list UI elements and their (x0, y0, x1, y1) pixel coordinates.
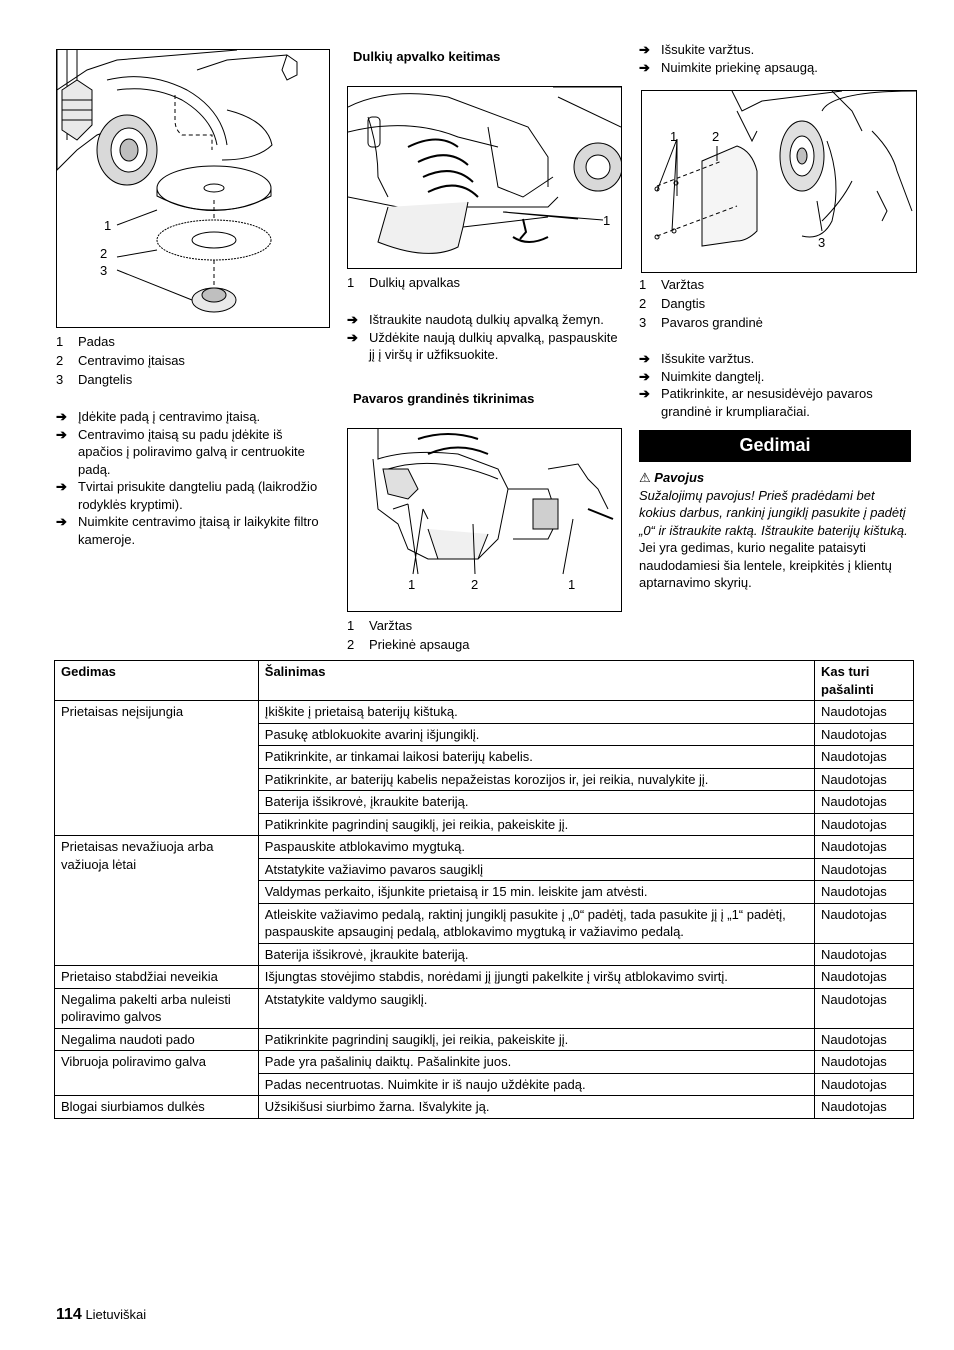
responsible-cell: Naudotojas (815, 723, 914, 746)
arrow-icon: ➔ (56, 479, 67, 494)
column-header: Šalinimas (258, 661, 814, 701)
fig-label: 2 (100, 246, 108, 261)
step-item: ➔ Išsukite varžtus. (639, 351, 755, 366)
remedy-cell: Patikrinkite, ar tinkamai laikosi baterijų kabelis. (258, 746, 814, 769)
responsible-cell: Naudotojas (815, 903, 914, 943)
fig-label: 1 (568, 577, 576, 592)
fig-label: 1 (603, 213, 611, 228)
fig-label: 3 (818, 235, 826, 250)
remedy-cell: Pasukę atblokuokite avarinį išjungiklį. (258, 723, 814, 746)
arrow-icon: ➔ (347, 312, 358, 327)
column-header: Gedimas (55, 661, 259, 701)
remedy-cell: Patikrinkite, ar baterijų kabelis nepažeistas korozijos ir, jei reikia, nuvalykite jį. (258, 768, 814, 791)
remedy-cell: Baterija išsikrovė, įkraukite bateriją. (258, 791, 814, 814)
page-number: 114 (56, 1306, 82, 1323)
remedy-cell: Pade yra pašalinių daiktų. Pašalinkite juos. (258, 1051, 814, 1074)
remedy-cell: Baterija išsikrovė, įkraukite bateriją. (258, 943, 814, 966)
remedy-cell: Įkiškite į prietaisą baterijų kištuką. (258, 701, 814, 724)
legend-item: 2 Centravimo įtaisas (56, 353, 185, 368)
table-row (55, 966, 914, 989)
responsible-cell: Naudotojas (815, 768, 914, 791)
step-item: ➔ Išsukite varžtus. (639, 42, 755, 57)
responsible-cell: Naudotojas (815, 858, 914, 881)
pad-illustration (57, 50, 329, 327)
arrow-icon: ➔ (639, 386, 650, 401)
remedy-cell: Paspauskite atblokavimo mygtuką. (258, 836, 814, 859)
arrow-icon: ➔ (347, 329, 358, 345)
chain-cover-figure (641, 90, 917, 273)
chain-cover-steps (639, 350, 911, 420)
legend-item: 1 Padas (56, 334, 115, 349)
column-header: Kas turi pašalinti (815, 661, 914, 701)
responsible-cell: Naudotojas (815, 701, 914, 724)
table-row (55, 988, 914, 1028)
fault-table (54, 660, 914, 1119)
legend-item: 2 Dangtis (639, 296, 706, 311)
step-item: ➔ Įdėkite padą į centravimo įtaisą. (56, 409, 261, 424)
arrow-icon: ➔ (639, 351, 650, 366)
arrow-icon: ➔ (56, 409, 67, 424)
drive-chain-figure (347, 428, 622, 612)
table-row (55, 1096, 914, 1119)
front-guard-steps (639, 41, 911, 76)
fault-cell: Prietaisas nevažiuoja arba važiuoja lėtai (55, 836, 259, 966)
fault-cell: Vibruoja poliravimo galva (55, 1051, 259, 1096)
arrow-icon: ➔ (639, 368, 650, 384)
danger-title: ⚠ Pavojus (639, 470, 705, 485)
dust-bag-legend (347, 273, 619, 292)
legend-item: 3 Pavaros grandinė (639, 315, 763, 330)
arrow-icon: ➔ (639, 59, 650, 75)
remedy-cell: Valdymas perkaito, išjunkite prietaisą ir 15 min. leiskite jam atvėsti. (258, 881, 814, 904)
table-row (55, 836, 914, 859)
section-banner-faults: Gedimai (639, 430, 911, 462)
fig-label: 1 (104, 218, 112, 233)
step-item: ➔ Centravimo įtaisą su padu įdėkite iš apačios į poliravimo galvą ir centruokite padą. (56, 426, 305, 477)
step-item: ➔ Nuimkite priekinę apsaugą. (639, 59, 818, 75)
fig-label: 1 (408, 577, 416, 592)
step-item: ➔ Tvirtai prisukite dangteliu padą (laikrodžio rodyklės kryptimi). (56, 479, 318, 512)
table-header-row (55, 661, 914, 701)
chain-cover-illustration (642, 91, 916, 272)
section-heading-dust-bag: Dulkių apvalko keitimas (353, 49, 501, 64)
step-item: ➔ Patikrinkite, ar nesusidėvėjo pavaros grandinė ir krumpliaračiai. (639, 386, 873, 419)
legend-item: 1 Dulkių apvalkas (347, 275, 461, 290)
legend-item: 3 Dangtelis (56, 372, 133, 387)
dust-bag-steps (347, 311, 622, 364)
arrow-icon: ➔ (639, 42, 650, 57)
section-heading-drive-chain: Pavaros grandinės tikrinimas (353, 391, 535, 406)
danger-notice (639, 469, 911, 592)
responsible-cell: Naudotojas (815, 943, 914, 966)
pad-legend (56, 332, 328, 389)
fault-cell: Prietaiso stabdžiai neveikia (55, 966, 259, 989)
responsible-cell: Naudotojas (815, 836, 914, 859)
legend-item: 1 Varžtas (639, 277, 705, 292)
responsible-cell: Naudotojas (815, 791, 914, 814)
fault-table-body (55, 701, 914, 1119)
remedy-cell: Patikrinkite pagrindinį saugiklį, jei reikia, pakeiskite jį. (258, 813, 814, 836)
step-item: ➔ Uždėkite naują dulkių apvalką, paspauskite jį į viršų ir užfiksuokite. (347, 329, 618, 362)
table-row (55, 701, 914, 724)
responsible-cell: Naudotojas (815, 813, 914, 836)
responsible-cell: Naudotojas (815, 1051, 914, 1074)
arrow-icon: ➔ (56, 514, 67, 529)
footer-language: Lietuviškai (85, 1307, 147, 1322)
fault-cell: Negalima naudoti pado (55, 1028, 259, 1051)
info-text: Jei yra gedimas, kurio negalite pataisyti naudodamiesi šia lentele, kreipkitės į klientų aptarnavimo skyrių. (639, 540, 892, 590)
remedy-cell: Atstatykite valdymo saugiklį. (258, 988, 814, 1028)
remedy-cell: Padas necentruotas. Nuimkite ir iš naujo uždėkite padą. (258, 1073, 814, 1096)
responsible-cell: Naudotojas (815, 988, 914, 1028)
legend-item: 2 Priekinė apsauga (347, 637, 470, 652)
pad-installation-figure (56, 49, 330, 328)
table-row (55, 1028, 914, 1051)
fig-label: 1 (670, 129, 678, 144)
responsible-cell: Naudotojas (815, 1096, 914, 1119)
remedy-cell: Užsikišusi siurbimo žarna. Išvalykite ją. (258, 1096, 814, 1119)
fig-label: 2 (712, 129, 720, 144)
fault-cell: Prietaisas neįsijungia (55, 701, 259, 836)
chain-cover-legend (639, 275, 911, 332)
responsible-cell: Naudotojas (815, 966, 914, 989)
step-item: ➔ Ištraukite naudotą dulkių apvalką žemyn. (347, 312, 604, 327)
remedy-cell: Atstatykite važiavimo pavaros saugiklį (258, 858, 814, 881)
remedy-cell: Išjungtas stovėjimo stabdis, norėdami jį įjungti pakelkite į viršų atblokavimo svirtį. (258, 966, 814, 989)
fig-label: 3 (100, 263, 108, 278)
arrow-icon: ➔ (56, 426, 67, 442)
drive-chain-legend (347, 616, 619, 654)
table-row (55, 1051, 914, 1074)
page-footer (56, 1306, 146, 1324)
warning-icon: ⚠ (639, 470, 651, 485)
remedy-cell: Patikrinkite pagrindinį saugiklį, jei reikia, pakeiskite jį. (258, 1028, 814, 1051)
step-item: ➔ Nuimkite dangtelį. (639, 368, 765, 384)
dust-bag-figure (347, 86, 622, 269)
pad-steps (56, 408, 328, 548)
responsible-cell: Naudotojas (815, 746, 914, 769)
danger-text: Sužalojimų pavojus! Prieš pradėdami bet kokius darbus, rankinį jungiklį pasukite į padėtį „0“ ir ištraukite raktą. Ištraukite baterijų kištuką. (639, 487, 908, 538)
responsible-cell: Naudotojas (815, 1028, 914, 1051)
remedy-cell: Atleiskite važiavimo pedalą, raktinį jungiklį pasukite į „0“ padėtį, tada pasukite jį į „1“ padėtį, paspauskite apsauginį pedalą, atblokavimo mygtuką ir važiavimo pedalą. (258, 903, 814, 943)
responsible-cell: Naudotojas (815, 1073, 914, 1096)
legend-item: 1 Varžtas (347, 618, 413, 633)
drive-chain-illustration (348, 429, 621, 611)
responsible-cell: Naudotojas (815, 881, 914, 904)
fault-cell: Blogai siurbiamos dulkės (55, 1096, 259, 1119)
fault-cell: Negalima pakelti arba nuleisti poliravimo galvos (55, 988, 259, 1028)
dust-bag-illustration (348, 87, 621, 268)
step-item: ➔ Nuimkite centravimo įtaisą ir laikykite filtro kameroje. (56, 514, 319, 547)
fig-label: 2 (471, 577, 479, 592)
